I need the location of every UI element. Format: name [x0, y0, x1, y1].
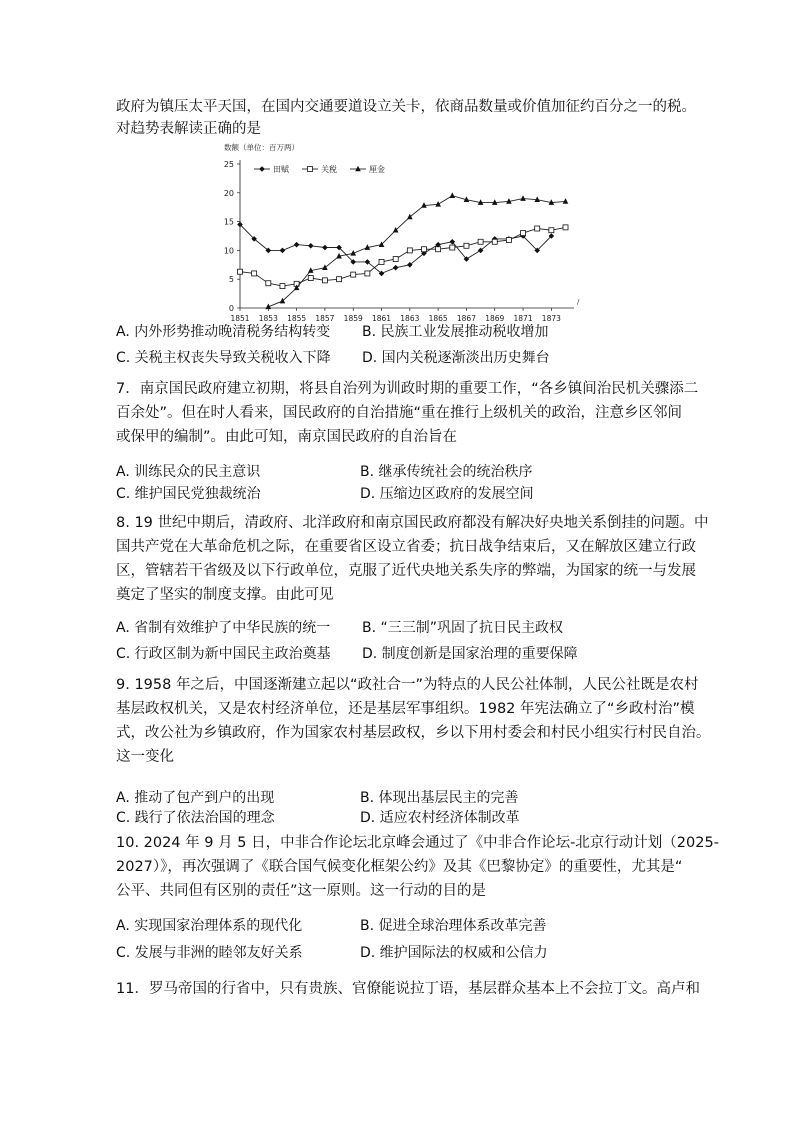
q7-option-a[interactable]: A. 训练民众的民主意识 — [116, 464, 261, 480]
q8-line-3: 区，管辖若干省级及以下行政单位，克服了近代央地关系失序的弊端，为国家的统一与发展 — [116, 563, 696, 579]
q8-option-b[interactable]: B. “三三制”巩固了抗日民主政权 — [362, 620, 564, 636]
data-point — [535, 226, 540, 231]
data-point — [308, 276, 313, 281]
q7-line-3: 或保甲的编制”。由此可知，南京国民政府的自治旨在 — [116, 429, 458, 445]
data-point — [478, 239, 483, 244]
data-point — [379, 259, 384, 264]
data-point — [407, 214, 413, 220]
data-point — [238, 269, 243, 274]
data-point — [280, 298, 286, 304]
q8-line-1: 8. 19 世纪中期后，清政府、北洋政府和南京国民政府都没有解决好央地关系倒挂的问题。中 — [116, 515, 709, 531]
data-point — [464, 243, 469, 248]
data-point — [322, 278, 327, 283]
q11-line-1: 11．罗马帝国的行省中，只有贵族、官僚能说拉丁语，基层群众基本上不会拉丁文。高卢和 — [116, 981, 700, 997]
q9-line-4: 这一变化 — [116, 749, 174, 765]
data-point — [337, 277, 342, 282]
x-tick-label: 1873 — [541, 314, 561, 323]
data-point — [280, 284, 285, 289]
y-tick-label: 5 — [228, 275, 234, 285]
x-tick-label: 1871 — [513, 314, 533, 323]
data-point — [308, 167, 313, 172]
q9-line-1: 9. 1958 年之后，中国逐渐建立起以“政社合一”为特点的人民公社体制，人民公社既是农村 — [116, 677, 699, 693]
series-line — [240, 227, 566, 286]
data-point — [355, 166, 361, 172]
data-point — [308, 243, 314, 249]
q10-option-d[interactable]: D. 维护国际法的权威和公信力 — [360, 945, 548, 961]
q7-line-2: 百余处”。但在时人看来，国民政府的自治措施“重在推行上级机关的政治，注意乡区邻间 — [116, 405, 683, 421]
y-tick-label: 25 — [223, 160, 234, 169]
data-point — [393, 257, 398, 262]
q9-line-2: 基层政权机关，又是农村经济单位，还是基层军事组织。1982 年宪法确立了“乡政村治”模 — [116, 701, 695, 717]
q6-option-c[interactable]: C. 关税主权丧失导致关税收入下降 — [116, 350, 331, 366]
tax-trend-chart — [212, 140, 582, 328]
y-tick-label: 10 — [223, 246, 234, 256]
data-point — [450, 245, 455, 250]
data-point — [252, 271, 257, 276]
q8-option-a[interactable]: A. 省制有效维护了中华民族的统一 — [116, 620, 331, 636]
data-point — [421, 247, 426, 252]
x-tick-label: 1863 — [400, 314, 420, 323]
data-point — [280, 248, 286, 254]
q10-option-c[interactable]: C. 发展与非洲的睦邻友好关系 — [116, 945, 303, 961]
legend-label: 田赋 — [273, 165, 289, 174]
data-point — [449, 192, 455, 198]
x-tick-label: 1869 — [485, 314, 505, 323]
data-point — [520, 195, 526, 201]
series-2 — [238, 225, 569, 289]
chart-legend — [254, 164, 385, 174]
data-point — [521, 231, 526, 236]
data-point — [351, 272, 356, 277]
q7-option-d[interactable]: D. 压缩边区政府的发展空间 — [360, 486, 534, 502]
q7-option-b[interactable]: B. 继承传统社会的统治秩序 — [360, 464, 533, 480]
data-point — [266, 281, 271, 286]
q9-option-b[interactable]: B. 体现出基层民主的完善 — [360, 790, 519, 806]
q10-option-b[interactable]: B. 促进全球治理体系改革完善 — [360, 918, 547, 934]
y-tick-label: 20 — [223, 188, 234, 198]
q8-line-4: 奠定了坚实的制度支撑。由此可见 — [116, 587, 334, 603]
q10-line-3: 公平、共同但有区别的责任”这一原则。这一行动的目的是 — [116, 883, 487, 899]
q6-option-a[interactable]: A. 内外形势推动晚清税务结构转变 — [116, 324, 331, 340]
chart-series — [237, 192, 568, 309]
q9-option-d[interactable]: D. 适应农村经济体制改革 — [360, 810, 520, 826]
data-point — [407, 248, 412, 253]
data-point — [294, 242, 300, 248]
x-tick-label: 1853 — [258, 314, 278, 323]
q7-line-1: 7．南京国民政府建立初期，将县自治列为训政时期的重要工作，“各乡镇间治民机关骤添二 — [116, 381, 699, 397]
x-tick-label: 1851 — [230, 314, 250, 323]
data-point — [435, 201, 441, 207]
q6-option-b[interactable]: B. 民族工业发展推动税收增加 — [362, 324, 549, 340]
data-point — [492, 239, 497, 244]
q9-option-c[interactable]: C. 践行了依法治国的理念 — [116, 810, 275, 826]
q8-option-c[interactable]: C. 行政区制为新中国民主政治奠基 — [116, 646, 331, 662]
x-tick-label: 1867 — [456, 314, 476, 323]
data-point — [506, 238, 511, 243]
data-point — [259, 166, 265, 172]
data-point — [549, 228, 554, 233]
q10-option-a[interactable]: A. 实现国家治理体系的现代化 — [116, 918, 303, 934]
y-tick-label: 15 — [223, 217, 234, 227]
x-axis-arrow: / — [577, 298, 580, 306]
q6-option-d[interactable]: D. 国内关税逐渐淡出历史舞台 — [362, 350, 550, 366]
q10-line-2: 2027）》，再次强调了《联合国气候变化框架公约》及其《巴黎协定》的重要性，尤其是“ — [116, 859, 683, 875]
series-line — [268, 196, 565, 307]
data-point — [365, 271, 370, 276]
x-tick-label: 1865 — [428, 314, 448, 323]
y-axis-label: 数额（单位：百万两） — [224, 143, 299, 152]
data-point — [436, 247, 441, 252]
x-tick-label: 1861 — [371, 314, 392, 323]
data-point — [563, 225, 568, 230]
x-tick-label: 1859 — [343, 314, 363, 323]
q6-line-2: 对趋势表解读正确的是 — [116, 121, 261, 137]
data-point — [322, 245, 328, 251]
x-tick-label: 1857 — [315, 314, 335, 323]
legend-label: 厘金 — [369, 165, 385, 174]
data-point — [393, 265, 399, 271]
data-point — [563, 198, 569, 204]
q6-line-1: 政府为镇压太平天国，在国内交通要道设立关卡，依商品数量或价值加征约百分之一的税。 — [116, 99, 696, 115]
q10-line-1: 10. 2024 年 9 月 5 日，中非合作论坛北京峰会通过了《中非合作论坛-北京行动计划（2025- — [116, 835, 719, 851]
x-tick-label: 1855 — [287, 314, 307, 323]
legend-label: 关税 — [321, 165, 337, 174]
q9-line-3: 式，改公社为乡镇政府，作为国家农村基层政权，乡以下用村委会和村民小组实行村民自治。 — [116, 725, 711, 741]
q9-option-a[interactable]: A. 推动了包产到户的出现 — [116, 790, 275, 806]
q8-option-d[interactable]: D. 制度创新是国家治理的重要保障 — [362, 646, 578, 662]
data-point — [322, 264, 328, 270]
q7-option-c[interactable]: C. 维护国民党独裁统治 — [116, 486, 261, 502]
series-3 — [266, 192, 569, 309]
y-tick-label: 0 — [228, 304, 234, 313]
q8-line-2: 国共产党在大革命危机之际，在重要省区设立省委；抗日战争结束后，又在解放区建立行政 — [116, 539, 696, 555]
